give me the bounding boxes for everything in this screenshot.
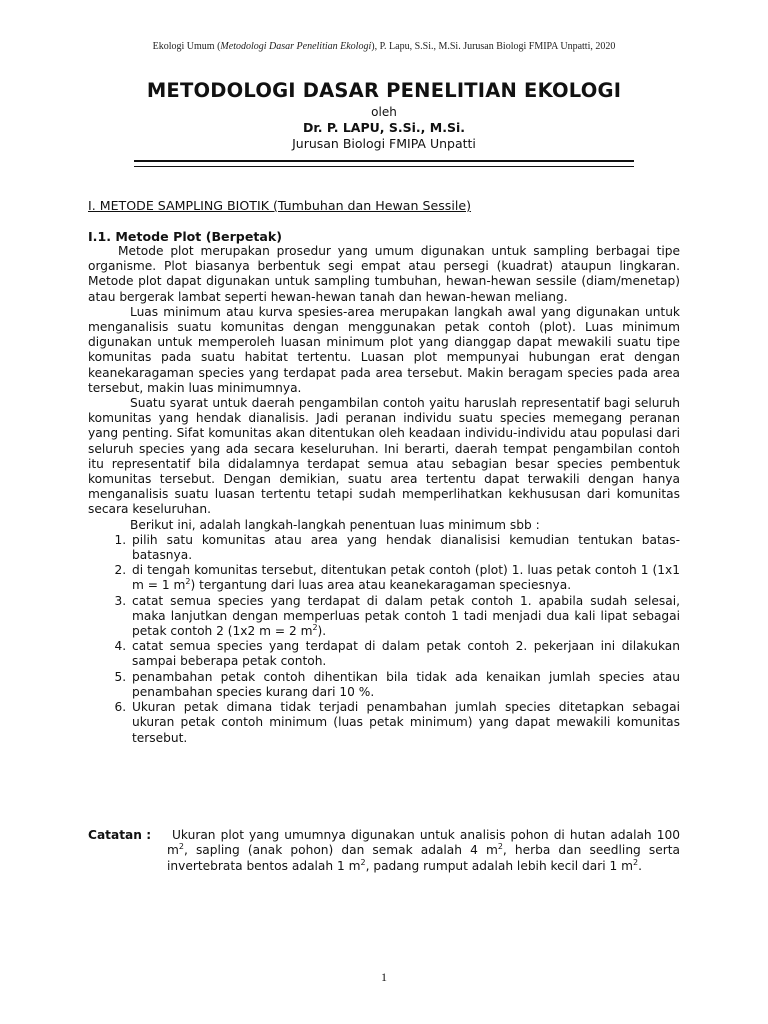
steps-list — [88, 533, 680, 746]
note-text-1: Ukuran plot yang umumnya digunakan untuk analisis pohon di hutan adalah 100 m — [167, 828, 680, 858]
body-text — [88, 244, 680, 746]
step-3-text-b: ). — [317, 624, 327, 639]
paragraph-2: Luas minimum atau kurva spesies-area merupakan langkah awal yang digunakan untuk menganalisis suatu komunitas dengan menggunakan petak contoh (plot). Luas minimum digunakan untuk memperoleh luasan minimum plot yang dianggap dapat mewakili suatu tipe komunitas pada suatu habitat tertentu. Luasan plot mempunyai hubungan erat dengan keanekaragaman species yang terdapat pada area tersebut. Makin beragam species pada area tersebut, makin luas minimumnya. — [88, 304, 680, 395]
step-3-superscript: 2 — [312, 623, 318, 633]
list-item: 1. pilih satu komunitas atau area yang hendak dianalisisi kemudian tentukan batas-batasnya. — [130, 533, 680, 563]
running-header-suffix: ), P. Lapu, S.Si., M.Si. Jurusan Biologi FMIPA Unpatti, 2020 — [371, 41, 616, 52]
note-superscript: 2 — [178, 842, 184, 852]
paragraph-4: Berikut ini, adalah langkah-langkah penentuan luas minimum sbb : — [130, 517, 540, 532]
note-text-2: , sapling (anak pohon) dan semak adalah 4 m — [183, 843, 498, 858]
document-title: METODOLOGI DASAR PENELITIAN EKOLOGI — [146, 79, 622, 102]
note-superscript: 2 — [632, 857, 639, 867]
list-item: 4. catat semua species yang terdapat di dalam petak contoh 2. pekerjaan ini dilakukan sampai beberapa petak contoh. — [130, 639, 680, 669]
step-2-superscript: 2 — [185, 577, 191, 587]
list-item: 5. penambahan petak contoh dihentikan bila tidak ada kenaikan jumlah species atau penambahan species kurang dari 10 %. — [130, 670, 680, 700]
list-item — [130, 563, 680, 593]
running-header — [0, 41, 768, 52]
title-by: oleh — [371, 105, 397, 119]
running-header-prefix: Ekologi Umum ( — [152, 41, 221, 52]
title-divider-thin — [134, 166, 634, 167]
step-2-text-a: di tengah komunitas tersebut, ditentukan petak contoh (plot) 1. luas petak contoh 1 (1x1 m = 1 m — [132, 563, 680, 593]
running-header-italic-title: Metodologi Dasar Penelitian Ekologi — [220, 41, 372, 52]
note-text-5: . — [638, 858, 642, 873]
step-3-text-a: catat semua species yang terdapat di dalam petak contoh 1. apabila sudah selesai, maka lanjutkan dengan memperluas petak contoh 1 tadi menjadi dua kali lipat sebagai petak contoh 2 (1x2 m = 2 m — [132, 593, 680, 639]
note-text-3: , herba dan seedling serta invertebrata bentos adalah 1 m — [167, 843, 680, 873]
title-divider-thick — [134, 160, 634, 162]
note-superscript: 2 — [497, 842, 503, 852]
subsection-heading: I.1. Metode Plot (Berpetak) — [88, 229, 283, 244]
note-superscript: 2 — [360, 857, 366, 867]
paragraph-1: Metode plot merupakan prosedur yang umum digunakan untuk sampling berbagai tipe organisme. Plot biasanya berbentuk segi empat atau persegi (kuadrat) ataupun lingkaran. Metode plot dapat digunakan untuk sampling tumbuhan, hewan-hewan sessile (diam/menetap) atau bergerak lambat seperti hewan-hewan tanah dan hewan-hewan meliang. — [88, 244, 680, 304]
paragraph-3: Suatu syarat untuk daerah pengambilan contoh yaitu haruslah representatif bagi seluruh komunitas yang hendak dianalisis. Jadi peranan individu suatu species memegang peranan yang penting. Sifat komunitas akan ditentukan oleh keadaan individu-individu atau populasi dari seluruh species yang ada secara keseluruhan. Ini berarti, daerah tempat pengambilan contoh itu representatif bila didalamnya terdapat semua atau sebagian besar species pembentuk komunitas tersebut. Dengan demikian, suatu area tertentu dapat terwakili dengan hanya menganalisis suatu luasan tertentu tetapi sudah memperlihatkan kekhususan dari komunitas secara keseluruhan. — [88, 396, 680, 517]
note-text-4: , padang rumput adalah lebih kecil dari 1 m — [365, 858, 633, 873]
note-label: Catatan : — [88, 828, 152, 842]
title-block — [0, 78, 768, 152]
list-item: 6. Ukuran petak dimana tidak terjadi penambahan jumlah species ditetapkan sebagai ukuran petak contoh minimum (luas petak minimum) yang dapat mewakili komunitas tersebut. — [130, 700, 680, 746]
title-affiliation: Jurusan Biologi FMIPA Unpatti — [292, 136, 476, 151]
list-item — [130, 594, 680, 640]
note-text — [167, 828, 680, 874]
title-author: Dr. P. LAPU, S.Si., M.Si. — [303, 120, 465, 135]
page-number: 1 — [381, 970, 387, 984]
note-block — [88, 828, 680, 874]
step-2-text-b: ) tergantung dari luas area atau keanekaragaman speciesnya. — [190, 578, 572, 593]
section-heading: I. METODE SAMPLING BIOTIK (Tumbuhan dan Hewan Sessile) — [88, 198, 472, 213]
